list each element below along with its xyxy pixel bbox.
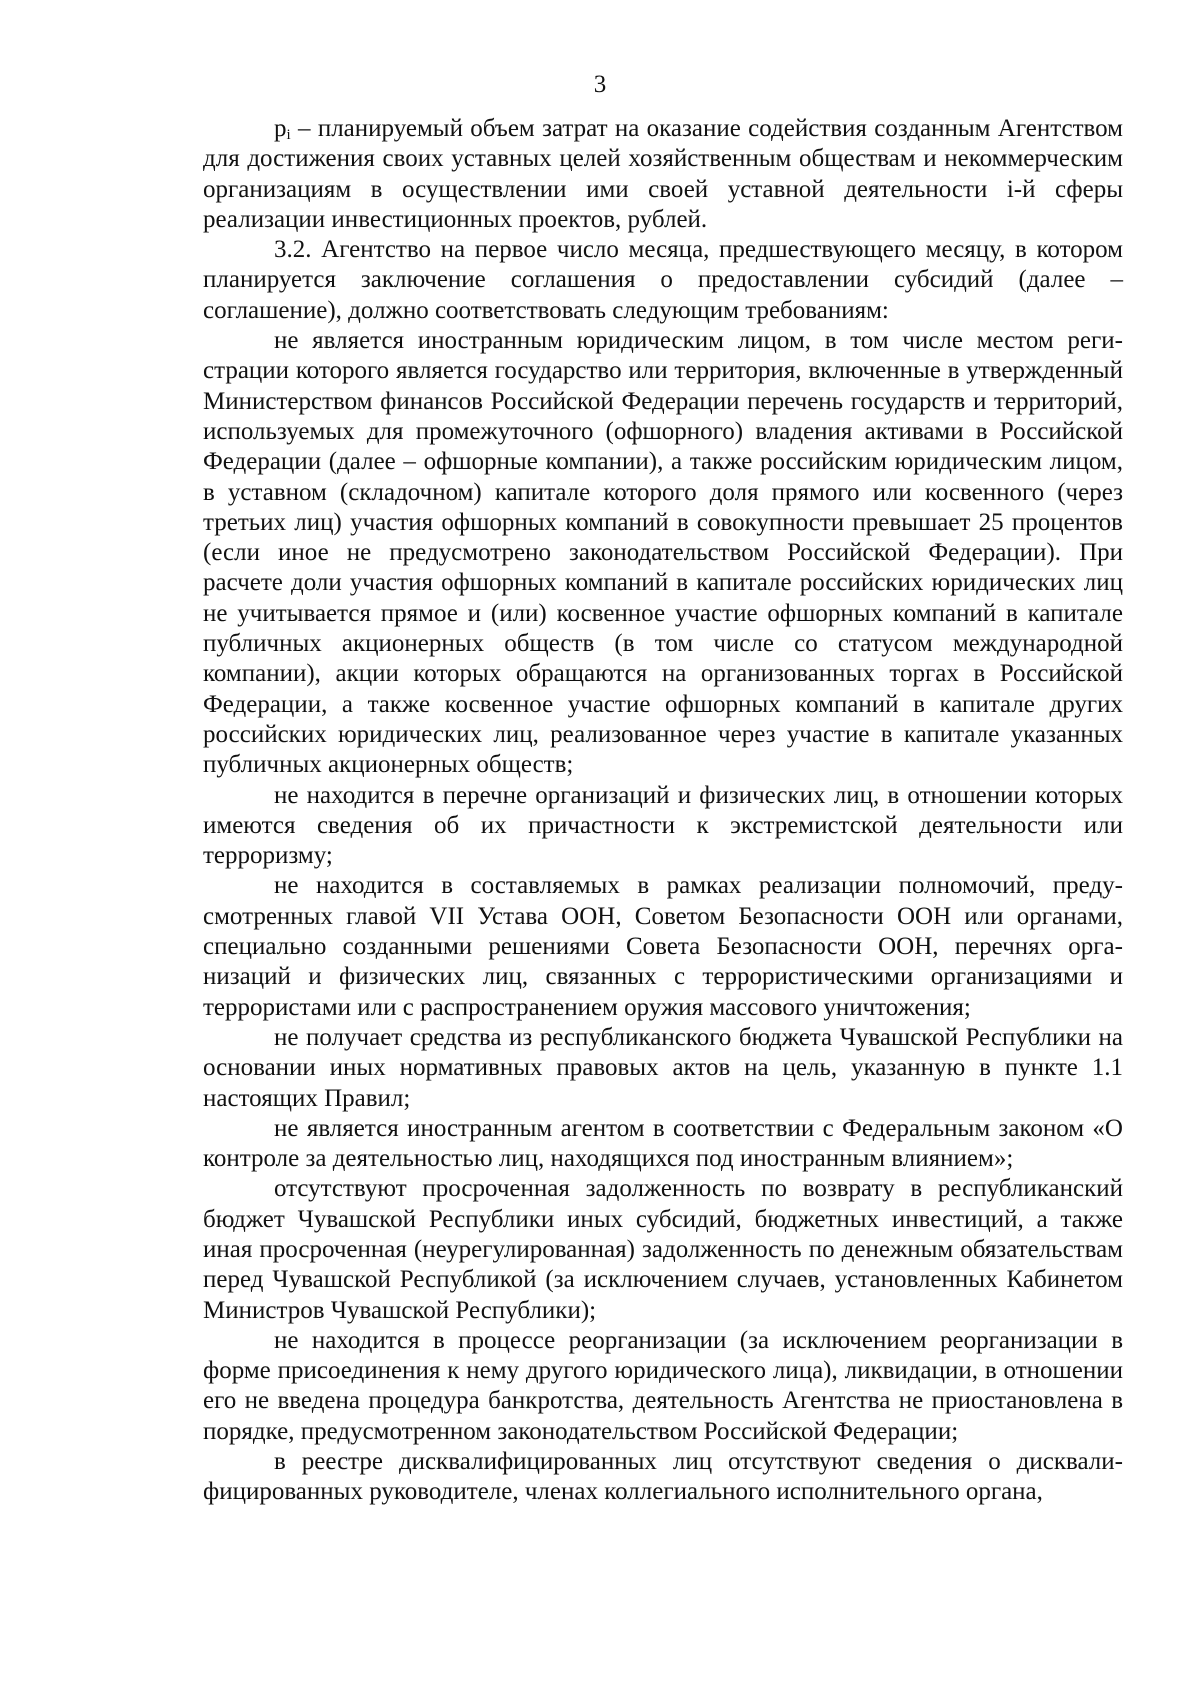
paragraph-clause-3-2: 3.2. Агентство на первое число месяца, предшествующего месяцу, в котором планируется заключение соглашения о предоставлении субсидий (далее – соглашение), должно соответствовать следующим требованиям: bbox=[203, 236, 1123, 324]
page-number: 3 bbox=[593, 71, 607, 98]
paragraph-text: – планируемый объем затрат на оказание содействия созданным Агентством для достижения своих уставных целей хозяйственным обществам и некоммерческим организациям в осуществлении ими своей уставной деятельности i-й сферы реализации инвестиционных проектов, рублей. bbox=[203, 115, 1123, 233]
paragraph-requirement-not-un-list: не находится в составляемых в рамках реализации полномочий, предусмотренных главой VII Устава ООН, Советом Безопасности ООН или органами, специально созданными решениями Совета Безопасности ООН, перечнях организаций и физических лиц, связанных с террористическими организациями и террористами или с распространением оружия массового уничтожения; bbox=[203, 872, 1123, 1021]
paragraph-cost-definition bbox=[203, 114, 1123, 235]
variable-subscript: i bbox=[286, 127, 291, 143]
paragraph-requirement-no-overdue-debt: отсутствуют просроченная задолженность по возврату в республиканский бюджет Чувашской Республики иных субсидий, бюджетных инвестиций, а также иная просроченная (неурегулированная) задолженность по денежным обязательствам перед Чувашской Республикой (за исключением случаев, установленных Кабинетом Министров Чувашской Республики); bbox=[203, 1175, 1123, 1324]
body-text bbox=[203, 114, 1123, 1508]
paragraph-requirement-not-foreign-entity: не является иностранным юридическим лицом, в том числе местом регистрации которого является государство или территория, включенные в утвержденный Министерством финансов Российской Федерации перечень государств и территорий, используемых для промежуточного (офшорного) владения активами в Российской Федерации (далее – офшорные компании), а также российским юридическим лицом, в уставном (складочном) капитале которого доля прямого или косвенного (через третьих лиц) участия офшорных компаний в совокупности превышает 25 процентов (если иное не предусмотрено законодательством Российской Федерации). При расчете доли участия офшорных компаний в капитале российских юридических лиц не учитывается прямое и (или) косвенное участие офшорных компаний в капитале публичных акционерных обществ (в том числе со статусом международной компании), акции которых обращаются на организованных торгах в Российской Федерации, а также косвенное участие офшорных компаний в капитале других российских юридических лиц, реализованное через участие в капитале указанных публичных акционерных обществ; bbox=[203, 327, 1123, 779]
paragraph-requirement-disqualified-registry: в реестре дисквалифицированных лиц отсутствуют сведения о дисквалифицированных руководителе, членах коллегиального исполнительного органа, bbox=[203, 1448, 1123, 1506]
paragraph-requirement-not-foreign-agent: не является иностранным агентом в соответствии с Федеральным законом «О контроле за деятельностью лиц, находящихся под иностранным влиянием»; bbox=[203, 1114, 1123, 1173]
variable-symbol: p bbox=[274, 115, 287, 142]
paragraph-requirement-no-reorganization: не находится в процессе реорганизации (за исключением реорганизации в форме присоединения к нему другого юридического лица), ликвидации, в отношении его не введена процедура банкротства, деятельность Агентства не приостановлена в порядке, предусмотренном законодательством Российской Федерации; bbox=[203, 1326, 1123, 1445]
paragraph-requirement-no-other-funds: не получает средства из республиканского бюджета Чувашской Республики на основании иных нормативных правовых актов на цель, указанную в пункте 1.1 настоящих Правил; bbox=[203, 1023, 1123, 1112]
paragraph-requirement-not-extremist-list: не находится в перечне организаций и физических лиц, в отношении которых имеются сведения об их причастности к экстремистской деятельности или терроризму; bbox=[203, 781, 1123, 870]
